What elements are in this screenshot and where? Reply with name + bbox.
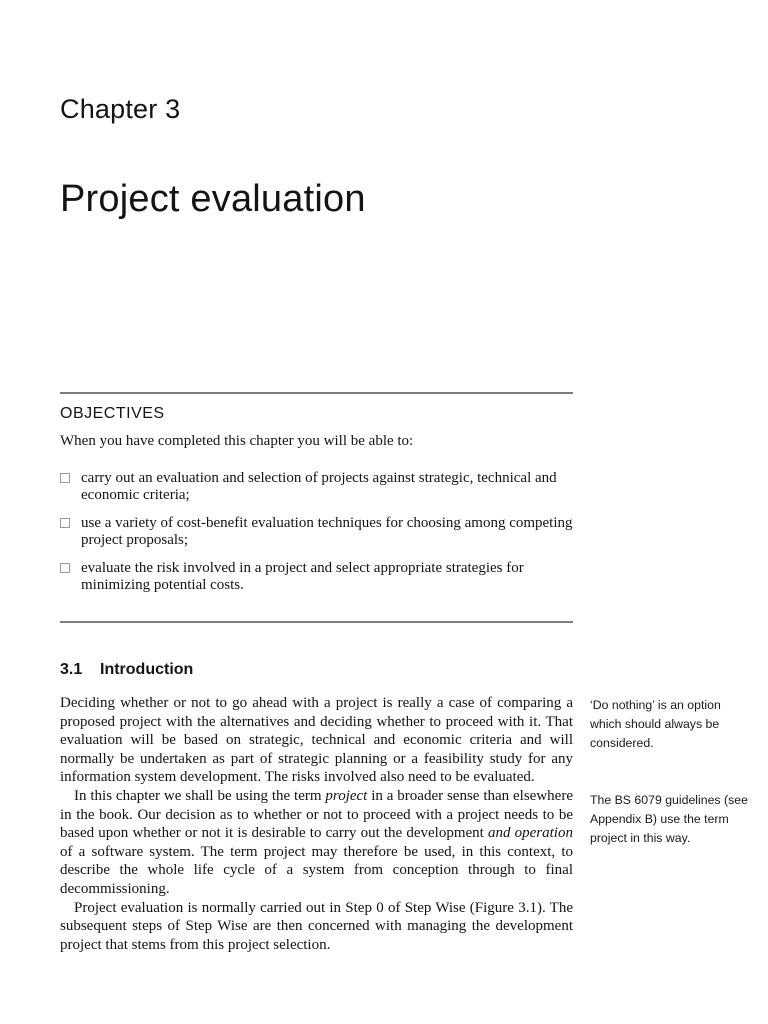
objective-item [60, 515, 573, 549]
paragraph: Deciding whether or not to go ahead with a project is really a case of comparing a proposed project with the alternatives and deciding whether to proceed with it. That evaluation will be based on strategic, technical and economic criteria and will normally be undertaken as part of strategic planning or a feasibility study for any information system development. The risks involved also need to be evaluated. [60, 695, 573, 786]
objectives-bottom-rule [60, 621, 573, 623]
objective-text: carry out an evaluation and selection of projects against strategic, technical and economic criteria; [81, 470, 557, 503]
objective-text: evaluate the risk involved in a project and select appropriate strategies for minimizing potential costs. [81, 560, 524, 593]
paragraph-text: In this chapter we shall be using the term [74, 787, 326, 804]
objective-item [60, 560, 573, 594]
objectives-top-rule [60, 392, 573, 394]
chapter-title: Project evaluation [60, 178, 366, 220]
checkbox-bullet-icon [60, 518, 70, 528]
section-heading [60, 661, 193, 679]
paragraph-text: in a broader sense than elsewhere in the book. Our decision as to whether or not to proceed with a project needs to be based upon whether or not it is desirable to carry out the development [60, 787, 573, 842]
objectives-list [60, 470, 573, 605]
section-number: 3.1 [60, 661, 83, 678]
checkbox-bullet-icon [60, 473, 70, 483]
emphasis-text: project [325, 787, 368, 804]
margin-note: ‘Do nothing’ is an option which should always be considered. [590, 698, 721, 750]
objectives-heading: OBJECTIVES [60, 405, 165, 422]
checkbox-bullet-icon [60, 563, 70, 573]
paragraph [60, 787, 573, 899]
objective-text: use a variety of cost-benefit evaluation techniques for choosing among competing project proposals; [81, 515, 573, 548]
section-body [60, 694, 573, 954]
section-title: Introduction [100, 661, 194, 678]
chapter-label: Chapter 3 [60, 94, 181, 124]
margin-note: The BS 6079 guidelines (see Appendix B) use the term project in this way. [590, 793, 748, 845]
paragraph: Project evaluation is normally carried out in Step 0 of Step Wise (Figure 3.1). The subsequent steps of Step Wise are then concerned with managing the development project that stems from this project selection. [60, 899, 573, 953]
objectives-intro: When you have completed this chapter you will be able to: [60, 433, 414, 449]
objective-item [60, 470, 573, 504]
emphasis-text: and operation [488, 825, 573, 842]
paragraph-text: of a software system. The term project may therefore be used, in this context, to describe the whole life cycle of a system from conception through to final decommissioning. [60, 843, 573, 897]
